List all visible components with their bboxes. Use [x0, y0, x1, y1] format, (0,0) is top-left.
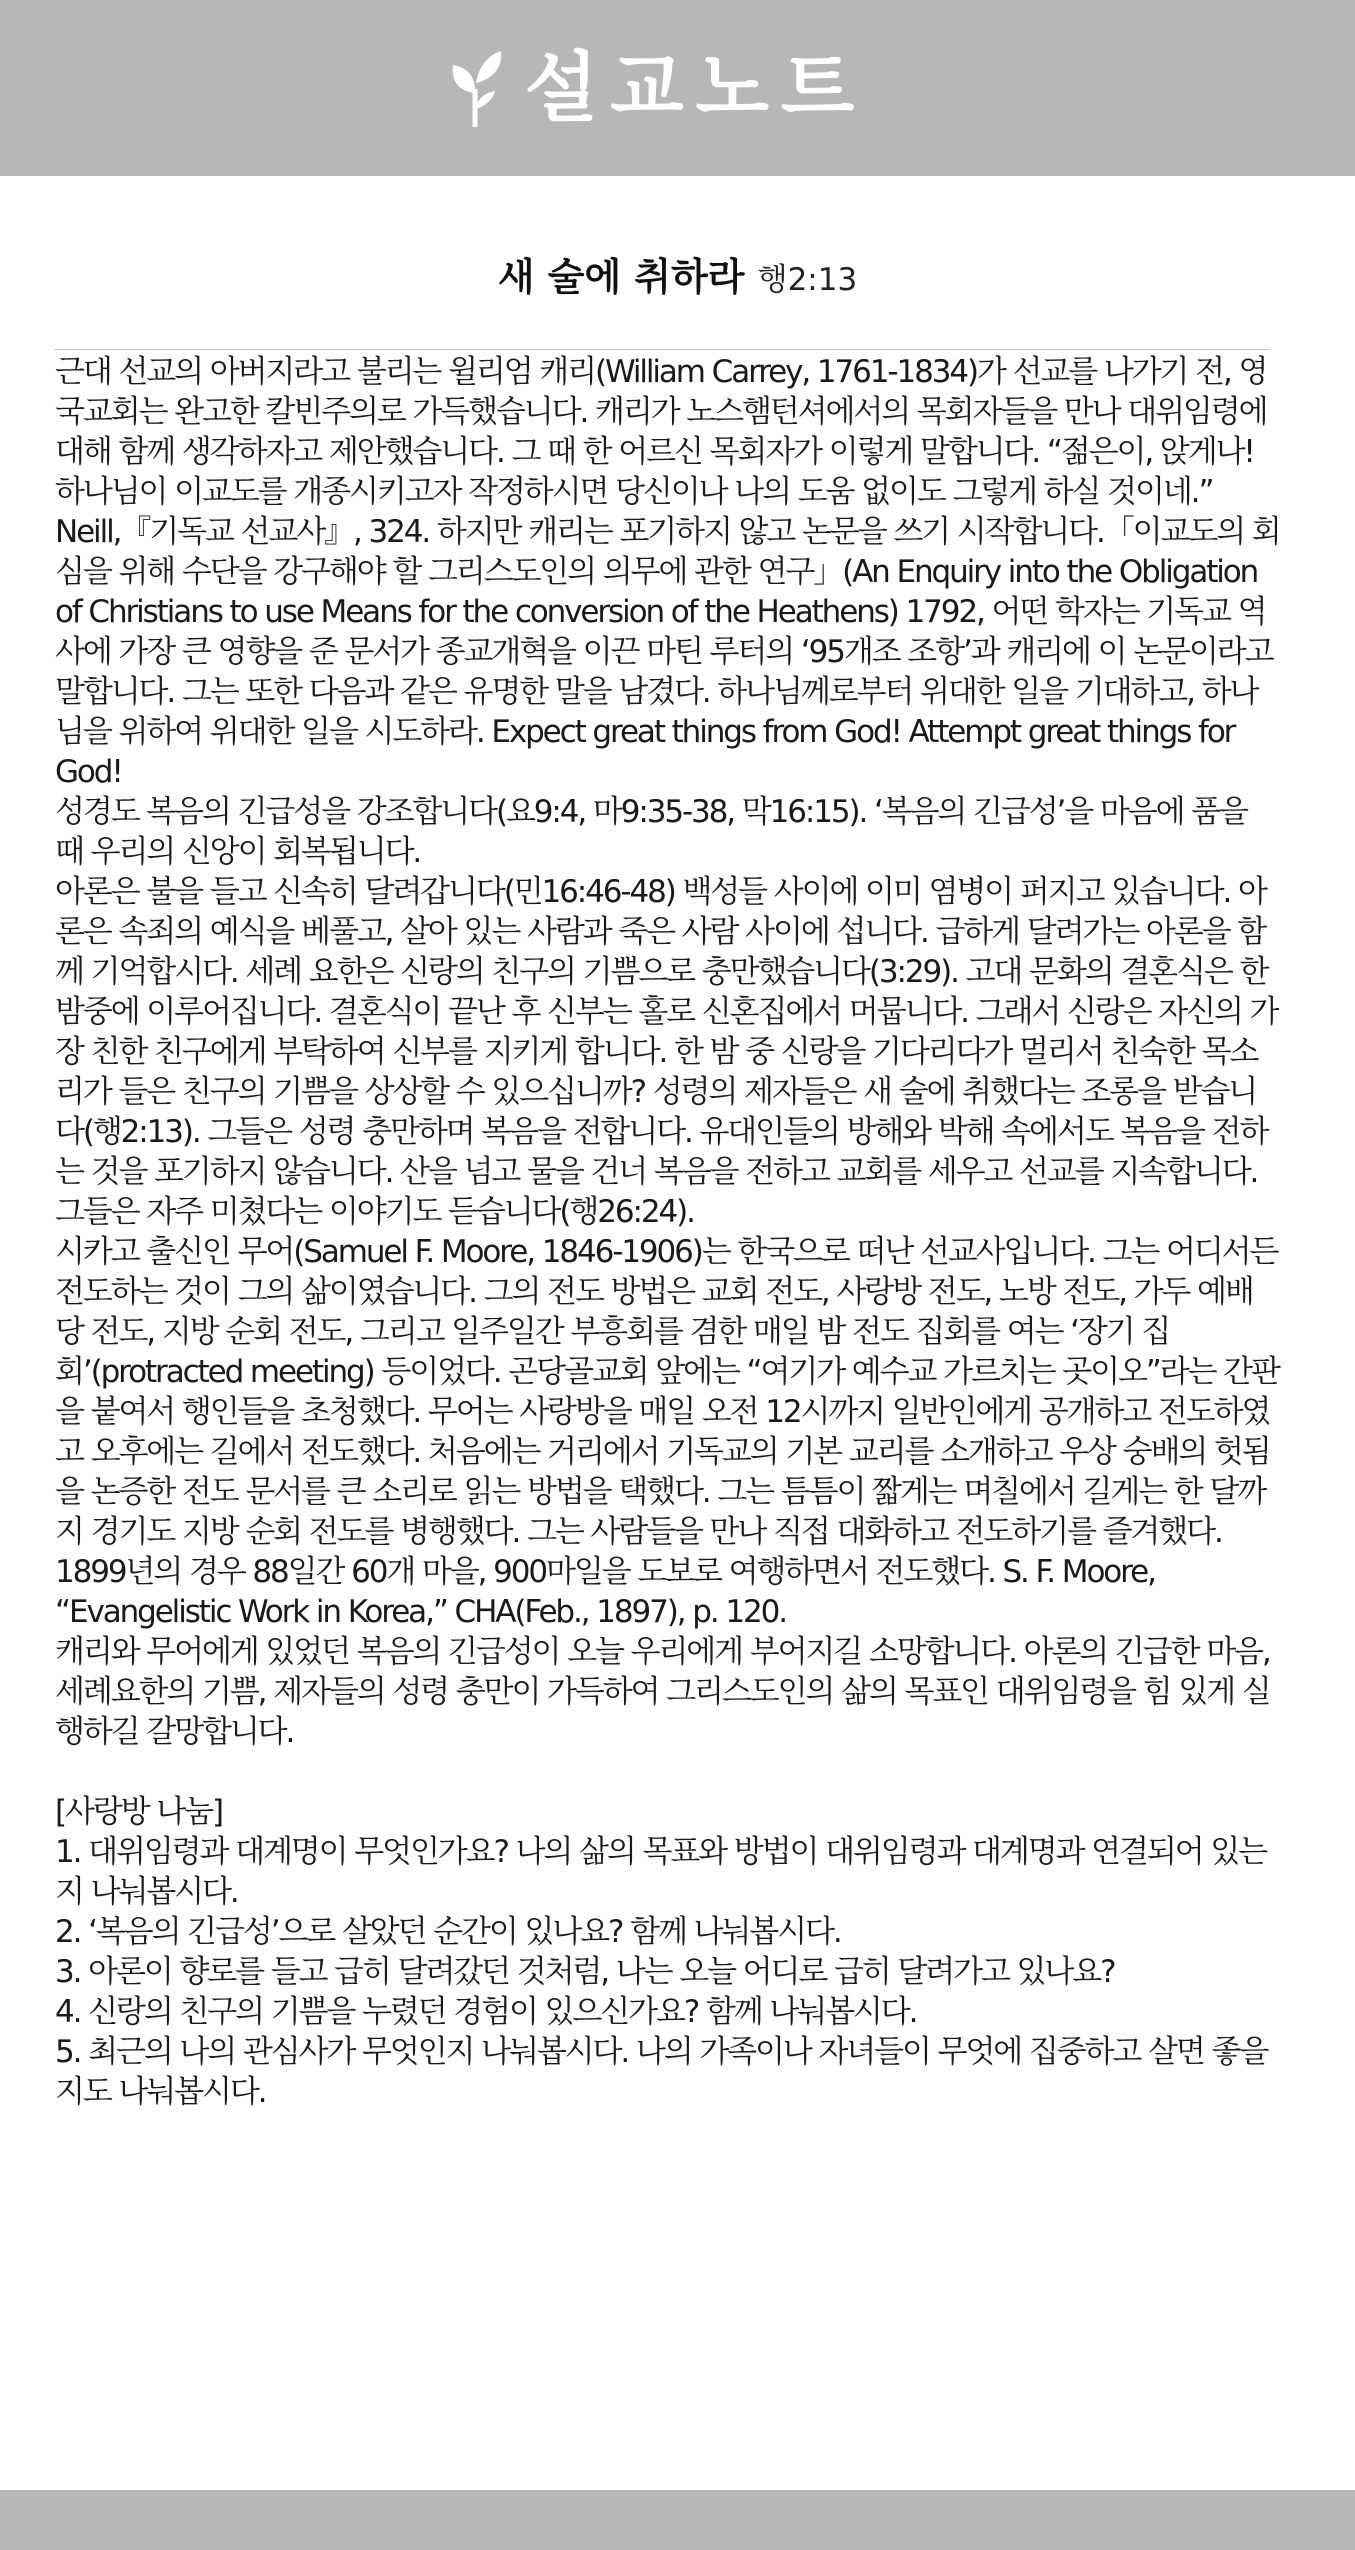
discussion-heading: [사랑방 나눔] [55, 1794, 222, 1830]
header-inner [449, 43, 867, 132]
paragraph-urgency: 성경도 복음의 긴급성을 강조합니다(요9:4, 마9:35-38, 막16:15). ‘복음의 긴급성’을 마음에 품을 때 우리의 신앙이 회복됩니다. [55, 794, 1247, 870]
section-spacer [55, 1752, 1280, 1792]
discussion-question: 5. 최근의 나의 관심사가 무엇인지 나눠봅시다. 나의 가족이나 자녀들이 무엇에 집중하고 살면 좋을지도 나눠봅시다. [55, 2034, 1268, 2110]
paragraph-closing: 캐리와 무어에게 있었던 복음의 긴급성이 오늘 우리에게 부어지길 소망합니다. 아론의 긴급한 마음, 세례요한의 기쁨, 제자들의 성령 충만이 가득하여 그리스도인의 삶의 목표인 대위임령을 힘 있게 실행하길 갈망합니다. [55, 1634, 1270, 1750]
footer-bar [0, 2490, 1355, 2550]
paragraph-moore: 시카고 출신인 무어(Samuel F. Moore, 1846-1906)는 한국으로 떠난 선교사입니다. 그는 어디서든 전도하는 것이 그의 삶이였습니다. 그의 전도 방법은 교회 전도, 사랑방 전도, 노방 전도, 가두 예배당 전도, 지방 순회 전도, 그리고 일주일간 부흥회를 겸한 매일 밤 전도 집회를 여는 ‘장기 집회’(protracted meeting) 등이었다. 곤당골교회 앞에는 “여기가 예수교 가르치는 곳이오”라는 간판을 붙여서 행인들을 초청했다. 무어는 사랑방을 매일 오전 12시까지 일반인에게 공개하고 전도하였고 오후에는 길에서 전도했다. 처음에는 거리에서 기독교의 기본 교리를 소개하고 우상 숭배의 헛됨을 논증한 전도 문서를 큰 소리로 읽는 방법을 택했다. 그는 틈틈이 짧게는 며칠에서 길게는 한 달까지 경기도 지방 순회 전도를 병행했다. 그는 사람들을 만나 직접 대화하고 전도하기를 즐겨했다. 1899년의 경우 88일간 60개 마을, 900마일을 도보로 여행하면서 전도했다. S. F. Moore, “Evangelistic Work in Korea,” CHA(Feb., 1897), p. 120. [55, 1234, 1279, 1630]
sermon-title-row [0, 246, 1355, 301]
sermon-title: 새 술에 취하라 [497, 255, 745, 299]
title-divider [55, 349, 1270, 350]
header-title: 설교노트 [524, 43, 867, 132]
paragraph-carey: 근대 선교의 아버지라고 불리는 윌리엄 캐리(William Carrey, 1761-1834)가 선교를 나가기 전, 영국교회는 완고한 칼빈주의로 가득했습니다. 캐리가 노스햄턴셔에서의 목회자들을 만나 대위임령에 대해 함께 생각하자고 제안했습니다. 그 때 한 어르신 목회자가 이렇게 말합니다. “젊은이, 앉게나! 하나님이 이교도를 개종시키고자 작정하시면 당신이나 나의 도움 없이도 그렇게 하실 것이네.” Neill,『기독교 선교사』, 324. 하지만 캐리는 포기하지 않고 논문을 쓰기 시작합니다.「이교도의 회심을 위해 수단을 강구해야 할 그리스도인의 의무에 관한 연구」(An Enquiry into the Obligation of Christians to use Means for the conversion of the Heathens) 1792, 어떤 학자는 기독교 역사에 가장 큰 영향을 준 문서가 종교개혁을 이끈 마틴 루터의 ‘95개조 조항’과 캐리에 이 논문이라고 말합니다. 그는 또한 다음과 같은 유명한 말을 남겼다. 하나님께로부터 위대한 일을 기대하고, 하나님을 위하여 위대한 일을 시도하라. Expect great things from God! Attempt great things for God! [55, 354, 1280, 790]
sermon-reference: 행2:13 [757, 262, 858, 298]
discussion-question: 1. 대위임령과 대계명이 무엇인가요? 나의 삶의 목표와 방법이 대위임령과 대계명과 연결되어 있는지 나눠봅시다. [55, 1834, 1267, 1910]
discussion-question: 4. 신랑의 친구의 기쁨을 누렸던 경험이 있으신가요? 함께 나눠봅시다. [55, 1994, 917, 2030]
discussion-question: 2. ‘복음의 긴급성’으로 살았던 순간이 있나요? 함께 나눠봅시다. [55, 1914, 841, 1950]
discussion-question: 3. 아론이 향로를 들고 급히 달려갔던 것처럼, 나는 오늘 어디로 급히 달려가고 있나요? [55, 1954, 1115, 1990]
sermon-body [55, 352, 1280, 2112]
sprout-leaf-icon [449, 49, 503, 127]
paragraph-aaron: 아론은 불을 들고 신속히 달려갑니다(민16:46-48) 백성들 사이에 이미 염병이 퍼지고 있습니다. 아론은 속죄의 예식을 베풀고, 살아 있는 사람과 죽은 사람 사이에 섭니다. 급하게 달려가는 아론을 함께 기억합시다. 세례 요한은 신랑의 친구의 기쁨으로 충만했습니다(3:29). 고대 문화의 결혼식은 한밤중에 이루어집니다. 결혼식이 끝난 후 신부는 홀로 신혼집에서 머뭅니다. 그래서 신랑은 자신의 가장 친한 친구에게 부탁하여 신부를 지키게 합니다. 한 밤 중 신랑을 기다리다가 멀리서 친숙한 목소리가 들은 친구의 기쁨을 상상할 수 있으십니까? 성령의 제자들은 새 술에 취했다는 조롱을 받습니다(행2:13). 그들은 성령 충만하며 복음을 전합니다. 유대인들의 방해와 박해 속에서도 복음을 전하는 것을 포기하지 않습니다. 산을 넘고 물을 건너 복음을 전하고 교회를 세우고 선교를 지속합니다. 그들은 자주 미쳤다는 이야기도 듣습니다(행26:24). [55, 874, 1278, 1230]
header-banner [0, 0, 1355, 176]
